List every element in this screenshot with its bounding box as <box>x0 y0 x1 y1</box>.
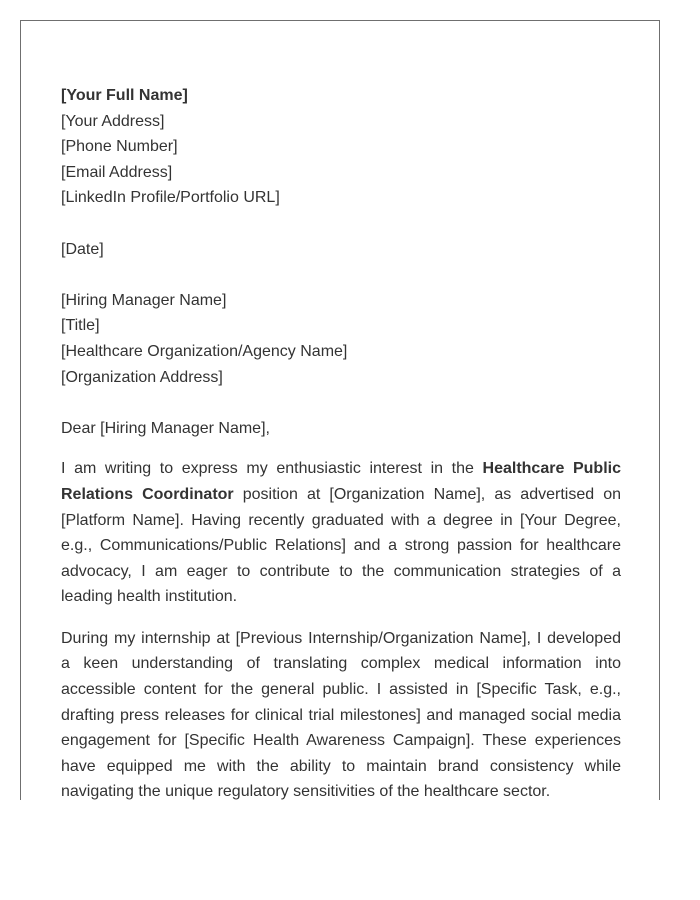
recipient-organization: [Healthcare Organization/Agency Name] <box>61 342 348 360</box>
recipient-address: [Organization Address] <box>61 368 223 386</box>
letter-page <box>20 20 660 800</box>
paragraph-1 <box>61 456 621 610</box>
letter-content <box>61 83 621 805</box>
sender-address: [Your Address] <box>61 112 165 130</box>
spacer <box>61 262 621 288</box>
recipient-name: [Hiring Manager Name] <box>61 291 227 309</box>
letter-date: [Date] <box>61 240 104 258</box>
recipient-title: [Title] <box>61 317 100 335</box>
paragraph-2: During my internship at [Previous Internship/Organization Name], I developed a keen understanding of translating complex medical information into accessible content for the general public. I assisted in [Specific Task, e.g., drafting press releases for clinical trial milestones] and managed social media engagement for [Specific Health Awareness Campaign]. These experiences have equipped me with the ability to maintain brand consistency while navigating the unique regulatory sensitivities of the healthcare sector. <box>61 629 621 801</box>
sender-email: [Email Address] <box>61 163 173 181</box>
paragraph-1-intro: I am writing to express my enthusiastic interest in the <box>61 460 483 478</box>
salutation: Dear [Hiring Manager Name], <box>61 419 270 437</box>
paragraph-1-rest: position at [Organization Name], as advertised on [Platform Name]. Having recently graduated with a degree in [Your Degree, e.g., Communications/Public Relations] and a strong passion for healthcare advocacy, I am eager to contribute to the communication strategies of a leading health institution. <box>61 485 621 606</box>
job-title-highlight: Healthcare Public Relations Coordinator <box>61 460 621 503</box>
spacer <box>61 211 621 237</box>
sender-phone: [Phone Number] <box>61 138 178 156</box>
sender-full-name: [Your Full Name] <box>61 87 188 104</box>
spacer <box>61 390 621 416</box>
sender-linkedin: [LinkedIn Profile/Portfolio URL] <box>61 189 280 207</box>
